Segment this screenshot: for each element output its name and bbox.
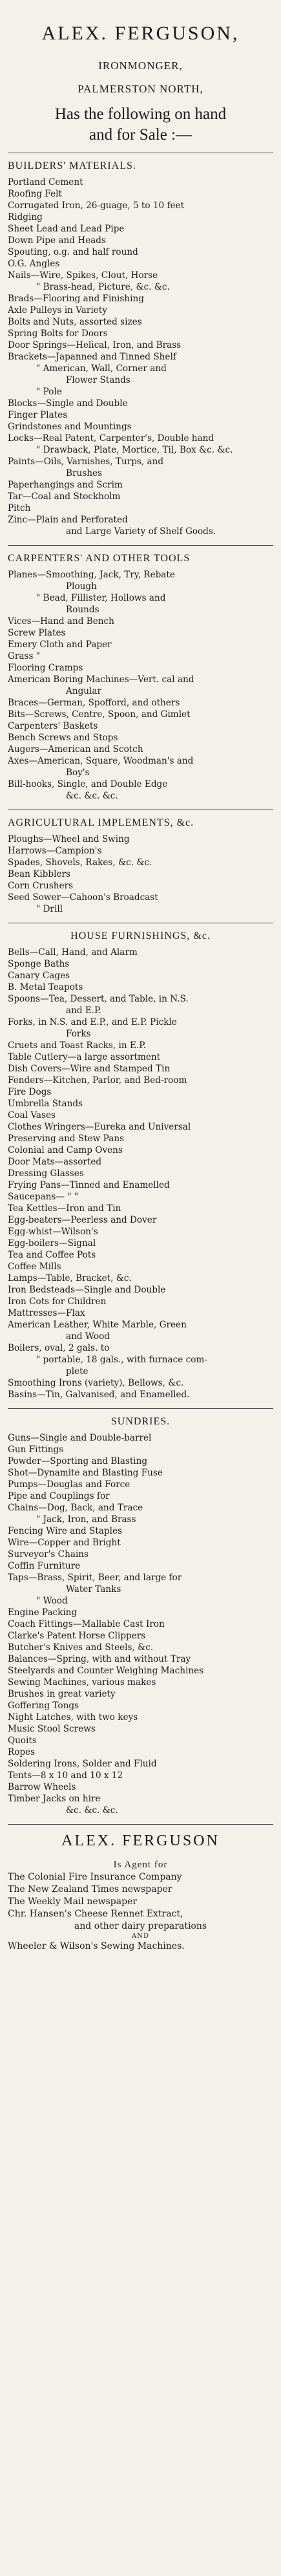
list-item: Dish Covers—Wire and Stamped Tin — [8, 1064, 171, 1074]
list-item: Water Tanks — [66, 1584, 121, 1594]
list-item: Egg-boilers—Signal — [8, 1238, 96, 1249]
list-item: Screw Plates — [8, 628, 66, 638]
list-item: " Jack, Iron, and Brass — [36, 1514, 136, 1525]
list-item: " Drawback, Plate, Mortice, Til, Box &c. &c. — [36, 445, 233, 455]
list-item: Brushes — [66, 468, 102, 478]
list-item: Powder—Sporting and Blasting — [8, 1456, 148, 1466]
list-item: " Bead, Fillister, Hollows and — [36, 593, 166, 603]
list-item: Locks—Real Patent, Carpenter's, Double hand — [8, 433, 214, 444]
footer-last-line: Wheeler & Wilson's Sewing Machines. — [8, 1941, 185, 1951]
list-item: Mattresses—Flax — [8, 1308, 85, 1318]
list-item: Clothes Wringers—Eureka and Universal — [8, 1122, 191, 1132]
list-item: B. Metal Teapots — [8, 982, 83, 993]
list-item: Axes—American, Square, Woodman's and — [8, 756, 194, 766]
section-item-list — [8, 833, 273, 915]
list-item: plete — [66, 1366, 88, 1377]
list-item: Basins—Tin, Galvanised, and Enamelled. — [8, 1390, 190, 1400]
list-item: Forks — [66, 1029, 91, 1039]
list-item: American Leather, White Marble, Green — [8, 1320, 187, 1330]
list-item: Bench Screws and Stops — [8, 733, 118, 743]
list-item: Spring Bolts for Doors — [8, 328, 108, 339]
list-item: and Wood — [66, 1331, 110, 1342]
list-item: Coal Vases — [8, 1110, 56, 1121]
list-item: Table Cutlery—a large assortment — [8, 1052, 161, 1062]
list-item: Flower Stands — [66, 375, 130, 385]
list-item: Saucepans— " " — [8, 1192, 79, 1202]
list-item: Blocks—Single and Double — [8, 398, 128, 409]
section-title: BUILDERS' MATERIALS. — [8, 160, 136, 171]
section-item-list — [8, 1432, 273, 1816]
merchant-name: ALEX. FERGUSON, — [41, 23, 240, 44]
list-item: Corrugated Iron, 26-guage, 5 to 10 feet — [8, 200, 185, 211]
list-item: Spouting, o.g. and half round — [8, 247, 138, 257]
list-item: Goffering Tongs — [8, 1701, 79, 1711]
list-item: Flooring Cramps — [8, 663, 83, 673]
footer-agency-line: and other dairy preparations — [74, 1921, 207, 1931]
section-item-list — [8, 569, 273, 802]
list-item: Sewing Machines, various makes — [8, 1677, 156, 1688]
section-title: CARPENTERS' AND OTHER TOOLS — [8, 553, 191, 564]
list-item: Coffee Mills — [8, 1261, 61, 1272]
list-item: Brushes in great variety — [8, 1689, 116, 1699]
list-item: Timber Jacks on hire — [8, 1794, 101, 1804]
list-item: Umbrella Stands — [8, 1099, 83, 1109]
intro-line-1: Has the following on hand — [54, 105, 227, 123]
list-item: Forks, in N.S. and E.P., and E.P. Pickle — [8, 1017, 177, 1027]
list-item: Tents—8 x 10 and 10 x 12 — [8, 1770, 123, 1781]
list-item: Brads—Flooring and Finishing — [8, 294, 144, 304]
list-item: Plough — [66, 581, 97, 592]
list-item: Seed Sower—Cahoon's Broadcast — [8, 892, 158, 903]
list-item: Bits—Screws, Centre, Spoon, and Gimlet — [8, 709, 191, 720]
list-item: Guns—Single and Double-barrel — [8, 1433, 152, 1443]
list-item: " portable, 18 gals., with furnace com- — [36, 1355, 207, 1365]
list-item: Augers—American and Scotch — [8, 744, 143, 755]
list-item: and E.P. — [66, 1005, 101, 1016]
list-item: Canary Cages — [8, 971, 70, 981]
list-item: Colonial and Camp Ovens — [8, 1145, 123, 1155]
list-item: and Large Variety of Shelf Goods. — [66, 526, 216, 537]
list-item: Bolts and Nuts, assorted sizes — [8, 317, 142, 327]
list-item: Boilers, oval, 2 gals. to — [8, 1343, 110, 1353]
section-item-list — [8, 947, 273, 1401]
list-item: Cruets and Toast Racks, in E.P. — [8, 1040, 146, 1051]
list-item: Soldering Irons, Solder and Fluid — [8, 1759, 157, 1769]
list-item: Down Pipe and Heads — [8, 235, 106, 246]
list-item: Roofing Felt — [8, 189, 62, 199]
list-item: Pipe and Couplings for — [8, 1491, 110, 1501]
footer-agency-line: Chr. Hansen's Cheese Rennet Extract, — [8, 1909, 183, 1919]
list-item: Finger Plates — [8, 410, 68, 420]
list-item: Zinc—Plain and Perforated — [8, 515, 128, 525]
list-item: " Wood — [36, 1596, 68, 1606]
list-item: Smoothing Irons (variety), Bellows, &c. — [8, 1378, 184, 1388]
list-item: Vices—Hand and Bench — [8, 616, 114, 627]
list-item: Corn Crushers — [8, 881, 74, 891]
sections-container — [8, 153, 273, 1816]
list-item: Paperhangings and Scrim — [8, 480, 123, 490]
list-item: Egg-whist—Wilson's — [8, 1227, 98, 1237]
list-item: Ridging — [8, 212, 43, 222]
section-title: SUNDRIES. — [110, 1416, 171, 1427]
divider-rule — [8, 545, 273, 546]
list-item: Steelyards and Counter Weighing Machines — [8, 1666, 204, 1676]
section-title: HOUSE FURNISHINGS, &c. — [70, 930, 211, 941]
list-item: &c. &c. &c. — [66, 791, 118, 801]
list-item: Taps—Brass, Spirit, Beer, and large for — [8, 1572, 182, 1583]
list-item: O.G. Angles — [8, 259, 60, 269]
list-item: Engine Packing — [8, 1607, 78, 1618]
list-item: Music Stool Screws — [8, 1724, 96, 1734]
list-item: Nails—Wire, Spikes, Clout, Horse — [8, 270, 158, 281]
list-item: Braces—German, Spofford, and others — [8, 698, 180, 708]
footer-agency-line: The Colonial Fire Insurance Company — [8, 1872, 182, 1882]
list-item: Grindstones and Mountings — [8, 422, 132, 432]
list-item: Grass " — [8, 651, 40, 661]
list-item: Balances—Spring, with and without Tray — [8, 1654, 191, 1664]
list-item: Butcher's Knives and Steels, &c. — [8, 1642, 154, 1653]
list-item: Shot—Dynamite and Blasting Fuse — [8, 1468, 163, 1478]
list-item: Emery Cloth and Paper — [8, 639, 112, 650]
list-item: " Pole — [36, 387, 62, 397]
list-item: Preserving and Stew Pans — [8, 1133, 125, 1144]
list-item: Bells—Call, Hand, and Alarm — [8, 947, 138, 958]
list-item: Portland Cement — [8, 177, 83, 188]
footer-agency-line: The New Zealand Times newspaper — [8, 1884, 172, 1894]
divider-rule — [8, 1824, 273, 1825]
list-item: Carpenters' Baskets — [8, 721, 98, 731]
list-item: Rounds — [66, 605, 99, 615]
list-item: Tea and Coffee Pots — [8, 1250, 96, 1260]
list-item: Pumps—Douglas and Force — [8, 1479, 130, 1490]
list-item: Lamps—Table, Bracket, &c. — [8, 1273, 132, 1283]
list-item: Boy's — [66, 767, 90, 778]
list-item: Spades, Shovels, Rakes, &c. &c. — [8, 857, 152, 868]
list-item: Clarke's Patent Horse Clippers — [8, 1631, 146, 1641]
footer-agency-list — [8, 1871, 273, 1933]
list-item: Wire—Copper and Bright — [8, 1538, 121, 1548]
list-item: &c. &c. &c. — [66, 1805, 118, 1816]
list-item: Surveyor's Chains — [8, 1549, 89, 1560]
list-item: Door Springs—Helical, Iron, and Brass — [8, 340, 182, 350]
intro-line-2: and for Sale :— — [89, 126, 192, 144]
merchant-location: PALMERSTON NORTH, — [78, 83, 203, 95]
list-item: Door Mats—assorted — [8, 1157, 102, 1167]
list-item: Angular — [66, 686, 101, 696]
list-item: Iron Bedsteads—Single and Double — [8, 1285, 166, 1295]
footer-and: AND — [132, 1933, 149, 1940]
divider-rule — [8, 1408, 273, 1409]
list-item: Quoits — [8, 1735, 37, 1746]
list-item: Coach Fittings—Mallable Cast Iron — [8, 1619, 165, 1629]
list-item: Bean Kibblers — [8, 869, 70, 879]
list-item: " Brass-head, Picture, &c. &c. — [36, 282, 170, 292]
list-item: Gun Fittings — [8, 1444, 64, 1455]
list-item: Ploughs—Wheel and Swing — [8, 834, 130, 844]
list-item: Ropes — [8, 1747, 36, 1757]
list-item: Axle Pulleys in Variety — [8, 305, 107, 316]
list-item: Fire Dogs — [8, 1087, 52, 1097]
list-item: Frying Pans—Tinned and Enamelled — [8, 1180, 170, 1190]
list-item: Planes—Smoothing, Jack, Try, Rebate — [8, 570, 175, 580]
list-item: Tea Kettles—Iron and Tin — [8, 1203, 121, 1214]
list-item: Fencing Wire and Staples — [8, 1526, 123, 1536]
footer-agent-line: Is Agent for — [113, 1860, 168, 1870]
footer-merchant-name: ALEX. FERGUSON — [61, 1832, 220, 1849]
list-item: Paints—Oils, Varnishes, Turps, and — [8, 456, 164, 467]
list-item: Pitch — [8, 503, 31, 513]
list-item: Fenders—Kitchen, Parlor, and Bed-room — [8, 1075, 187, 1086]
section-title: AGRICULTURAL IMPLEMENTS, &c. — [8, 817, 194, 828]
list-item: Sheet Lead and Lead Pipe — [8, 224, 125, 234]
list-item: Egg-beaters—Peerless and Dover — [8, 1215, 157, 1225]
section-item-list — [8, 177, 273, 537]
list-item: Iron Cots for Children — [8, 1296, 107, 1307]
list-item: Tar—Coal and Stockholm — [8, 491, 121, 502]
list-item: Bill-hooks, Single, and Double Edge — [8, 779, 168, 789]
list-item: Brackets—Japanned and Tinned Shelf — [8, 352, 176, 362]
list-item: American Boring Machines—Vert. cal and — [8, 674, 194, 685]
footer-agency-line: The Weekly Mail newspaper — [8, 1896, 138, 1907]
list-item: Coffin Furniture — [8, 1561, 81, 1571]
list-item: " American, Wall, Corner and — [36, 363, 167, 374]
list-item: Harrows—Campion's — [8, 846, 102, 856]
list-item: Chains—Dog, Back, and Trace — [8, 1503, 143, 1513]
merchant-trade: IRONMONGER, — [98, 59, 183, 72]
list-item: Sponge Baths — [8, 959, 70, 969]
list-item: Barrow Wheels — [8, 1782, 76, 1792]
list-item: Dressing Glasses — [8, 1168, 84, 1179]
list-item: Night Latches, with two keys — [8, 1712, 138, 1723]
list-item: Spoons—Tea, Dessert, and Table, in N.S. — [8, 994, 189, 1004]
list-item: " Drill — [36, 904, 63, 914]
